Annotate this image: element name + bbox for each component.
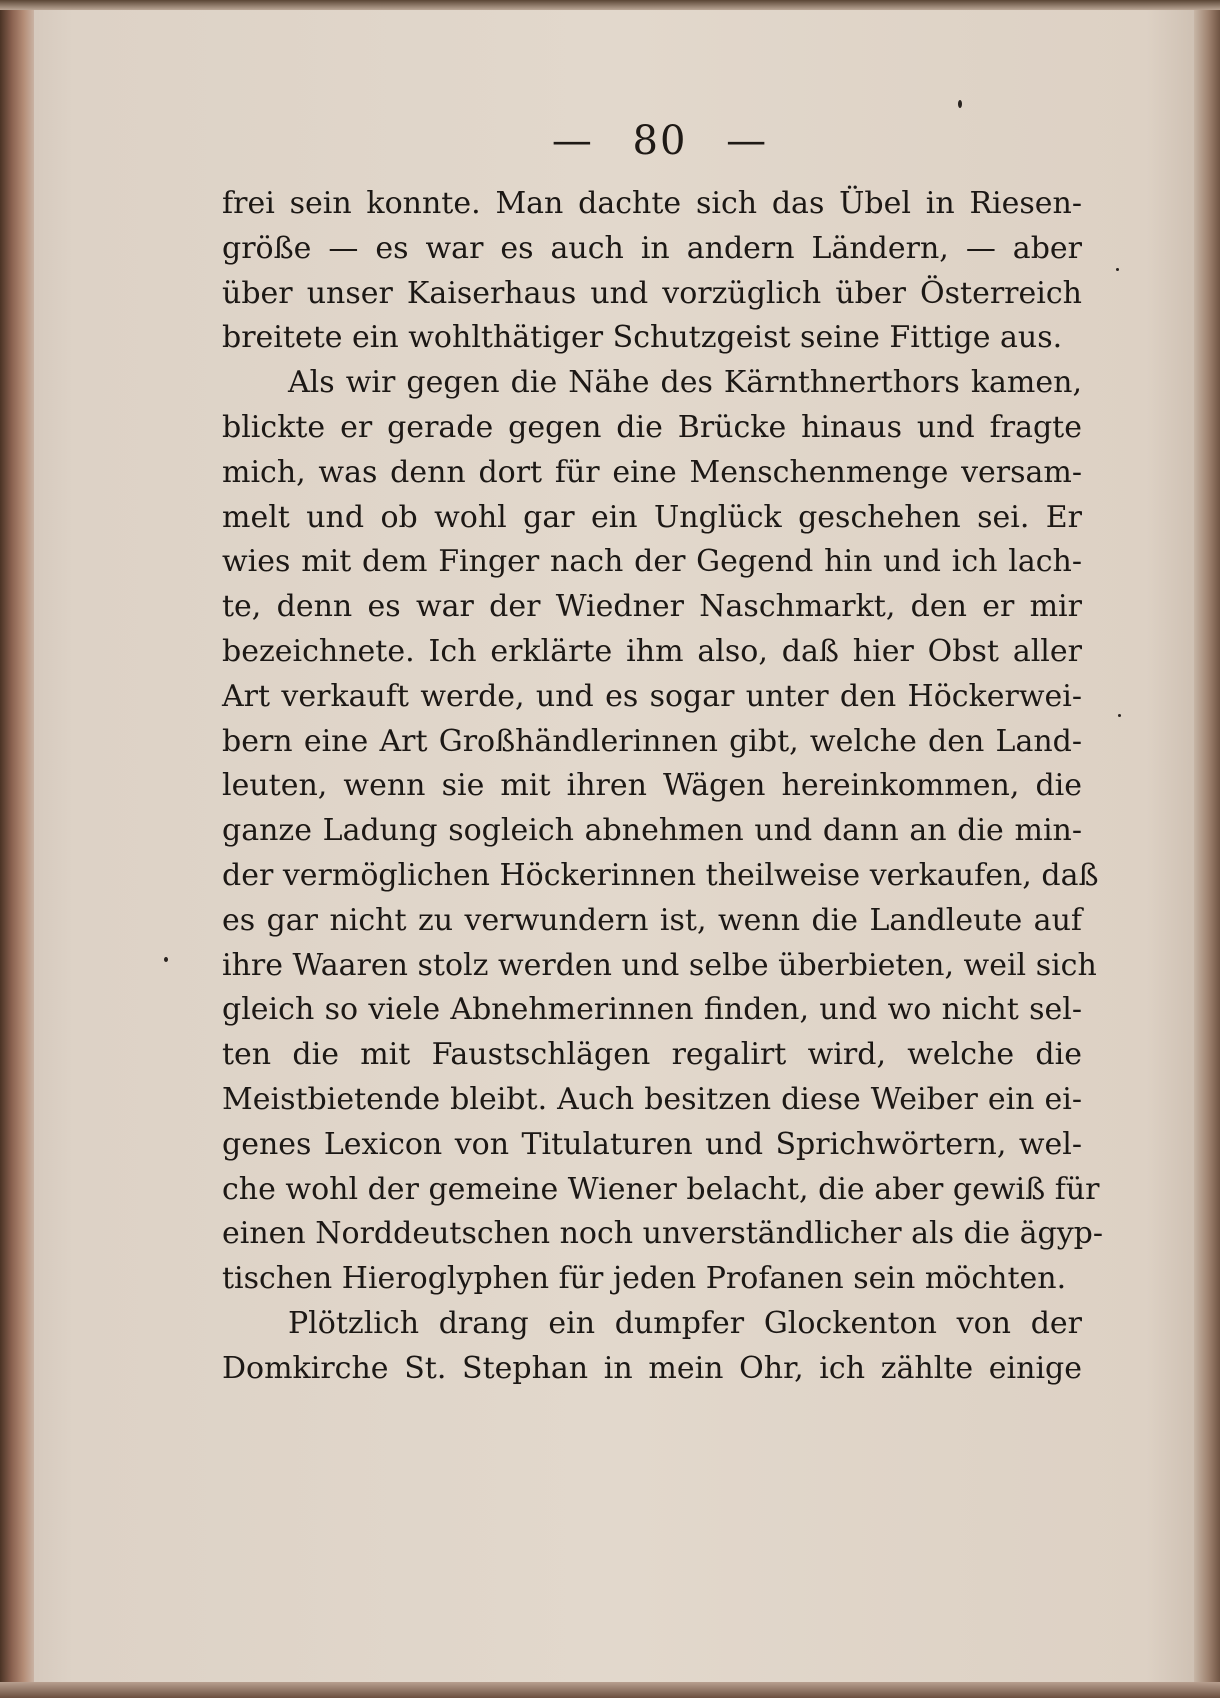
text-line: Domkirche St. Stephan in mein Ohr, ich zählte einige xyxy=(222,1350,1082,1386)
text-line: ihre Waaren stolz werden und selbe überbieten, weil sich xyxy=(222,947,1097,983)
page-number: 80 xyxy=(632,118,688,164)
paper-speck xyxy=(164,957,168,962)
header-dash-left: — xyxy=(551,118,594,164)
text-line: ten die mit Faustschlägen regalirt wird, welche die xyxy=(222,1037,1082,1073)
text-line: ganze Ladung sogleich abnehmen und dann an die min- xyxy=(222,813,1082,849)
text-line: größe — es war es auch in andern Ländern, — aber xyxy=(222,230,1082,266)
text-line: über unser Kaiserhaus und vorzüglich über Österreich xyxy=(222,275,1082,311)
text-line: der vermöglichen Höckerinnen theilweise verkaufen, daß xyxy=(222,857,1099,893)
body-text xyxy=(222,182,1104,1392)
text-line: gleich so viele Abnehmerinnen finden, und wo nicht sel- xyxy=(222,992,1082,1028)
text-line: che wohl der gemeine Wiener belacht, die aber gewiß für xyxy=(222,1171,1100,1207)
text-line: bern eine Art Großhändlerinnen gibt, welche den Land- xyxy=(222,723,1082,759)
text-line: melt und ob wohl gar ein Unglück geschehen sei. Er xyxy=(222,499,1082,535)
text-line: blickte er gerade gegen die Brücke hinaus und fragte xyxy=(222,409,1082,445)
book-spine-edge xyxy=(0,0,34,1698)
text-line: wies mit dem Finger nach der Gegend hin und ich lach- xyxy=(222,544,1082,580)
text-line: Meistbietende bleibt. Auch besitzen diese Weiber ein ei- xyxy=(222,1081,1082,1117)
text-line: genes Lexicon von Titulaturen und Sprichwörtern, wel- xyxy=(222,1126,1082,1162)
text-line: bezeichnete. Ich erklärte ihm also, daß hier Obst aller xyxy=(222,633,1082,669)
text-line: Plötzlich drang ein dumpfer Glockenton von der xyxy=(288,1305,1082,1341)
page-right-edge xyxy=(1194,0,1220,1698)
text-line: leuten, wenn sie mit ihren Wägen hereinkommen, die xyxy=(222,768,1082,804)
page-bottom-edge xyxy=(0,1682,1220,1698)
paper-speck xyxy=(1116,268,1119,271)
header-dash-right: — xyxy=(726,118,769,164)
paper-speck xyxy=(958,100,962,108)
text-line: te, denn es war der Wiedner Naschmarkt, den er mir xyxy=(222,589,1082,625)
text-line: einen Norddeutschen noch unverständlicher als die ägyp- xyxy=(222,1216,1104,1252)
text-line: tischen Hieroglyphen für jeden Profanen sein möchten. xyxy=(222,1261,1067,1297)
text-line: Art verkauft werde, und es sogar unter den Höckerwei- xyxy=(222,678,1082,714)
text-line: Als wir gegen die Nähe des Kärnthnerthors kamen, xyxy=(288,365,1082,401)
text-line: frei sein konnte. Man dachte sich das Übel in Riesen- xyxy=(222,186,1082,221)
page-header xyxy=(0,118,1220,164)
text-line: es gar nicht zu verwundern ist, wenn die Landleute auf xyxy=(222,902,1082,938)
text-line: breitete ein wohlthätiger Schutzgeist seine Fittige aus. xyxy=(222,320,1063,356)
page-top-edge xyxy=(0,0,1220,10)
paper-speck xyxy=(1118,714,1121,717)
text-line: mich, was denn dort für eine Menschenmenge versam- xyxy=(222,454,1082,490)
